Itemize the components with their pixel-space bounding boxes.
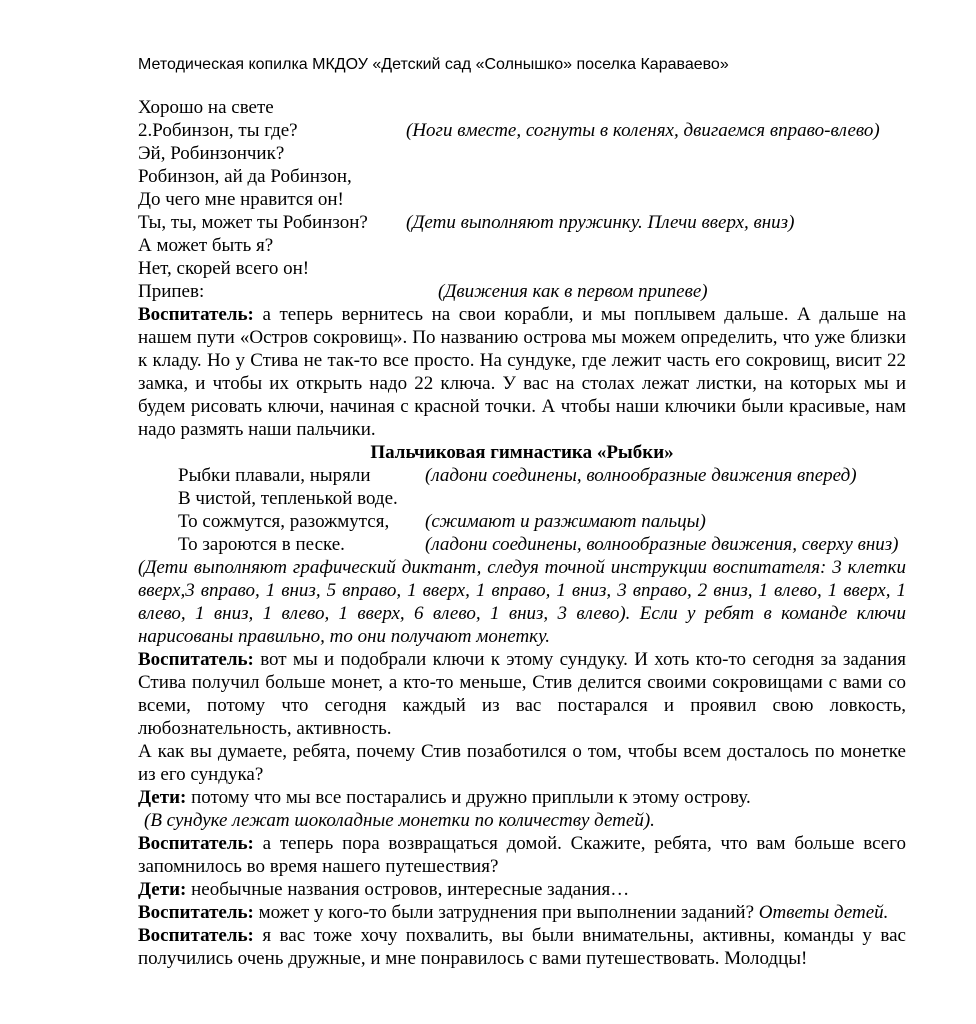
song-line [138,257,906,280]
song-lyric: Припев: [138,281,205,302]
speaker-label-teacher: Воспитатель: [138,902,254,923]
stage-direction: (Движения как в первом припеве) [438,281,708,302]
paragraph-text: может у кого-то были затруднения при выполнении заданий? [253,902,759,923]
dictation-paragraph: (Дети выполняют графический диктант, следуя точной инструкции воспитателя: 3 клетки вверх,3 вправо, 1 вниз, 5 вправо, 1 вверх, 1 вправо, 1 вниз, 3 вправо, 2 вниз, 1 влево, 1 вверх, 1 влево, 1 вниз, 1 влево, 1 вверх, 6 влево, 1 вниз, 3 влево). Если у ребят в команде ключи нарисованы правильно, то они получают монетку. [138,557,906,647]
song-lyric: Робинзон, ай да Робинзон, [138,166,352,187]
song-line [138,280,906,303]
song-lyric: До чего мне нравится он! [138,189,344,210]
stage-direction: (Дети выполняют пружинку. Плечи вверх, вниз) [406,212,795,233]
finger-gym-line [138,510,906,533]
finger-gym-lyric: В чистой, тепленькой воде. [178,488,398,509]
song-line [138,119,906,142]
speaker-label-children: Дети: [138,787,187,808]
children-answer-paragraph [138,786,906,809]
song-line [138,142,906,165]
song-line [138,165,906,188]
speaker-label-teacher: Воспитатель: [138,304,254,325]
speaker-label-teacher: Воспитатель: [138,833,254,854]
stage-direction: (сжимают и разжимают пальцы) [425,511,706,532]
teacher-difficulties-paragraph [138,901,906,924]
paragraph-text: я вас тоже хочу похвалить, вы были внимательны, активны, команды у вас получились очень дружные, и мне понравилось с вами путешествовать. Молодцы! [138,925,906,969]
song-lyric: А может быть я? [138,235,274,256]
song-lyric: Ты, ты, может ты Робинзон? [138,212,368,233]
teacher-home-paragraph [138,832,906,878]
finger-gym-lyric: То сожмутся, разожмутся, [178,511,390,532]
chest-note-paragraph: (В сундуке лежат шоколадные монетки по количеству детей). [144,810,655,831]
stage-direction: (Ноги вместе, согнуты в коленях, двигаемся вправо-влево) [406,120,880,141]
children-memories-paragraph [138,878,906,901]
finger-gym-heading: Пальчиковая гимнастика «Рыбки» [370,442,674,463]
finger-gym-line [138,533,906,556]
song-lyric: Хорошо на свете [138,97,274,118]
teacher-keys-paragraph [138,648,906,740]
song-line [138,96,906,119]
song-line [138,211,906,234]
document-header-title: Методическая копилка МКДОУ «Детский сад «Солнышко» поселка Караваево» [138,56,729,73]
stage-direction: (ладони соединены, волнообразные движения вперед) [425,465,857,486]
song-section [138,96,906,303]
finger-gym-line [138,464,906,487]
paragraph-text: а теперь пора возвращаться домой. Скажите, ребята, что вам больше всего запомнилось во время нашего путешествия? [138,833,906,877]
speaker-label-children: Дети: [138,879,187,900]
teacher-praise-paragraph [138,924,906,970]
song-lyric: 2.Робинзон, ты где? [138,120,298,141]
paragraph-text: необычные названия островов, интересные задания… [186,879,630,900]
song-line [138,188,906,211]
children-answers-note: Ответы детей. [758,902,889,923]
finger-gym-lyric: То зароются в песке. [178,534,345,555]
speaker-label-teacher: Воспитатель: [138,925,254,946]
why-question-paragraph: А как вы думаете, ребята, почему Стив позаботился о том, чтобы всем досталось по монетке из его сундука? [138,741,906,785]
teacher-intro-paragraph [138,303,906,441]
song-lyric: Эй, Робинзончик? [138,143,285,164]
paragraph-text: а теперь вернитесь на свои корабли, и мы поплывем дальше. А дальше на нашем пути «Остров сокровищ». По названию острова мы можем определить, что уже близки к кладу. Но у Стива не так-то все просто. На сундуке, где лежит часть его сокровищ, висит 22 замка, и чтобы их открыть надо 22 ключа. У вас на столах лежат листки, на которых мы и будем рисовать ключи, начиная с красной точки. А чтобы наши ключики были красивые, нам надо размять наши пальчики. [138,304,906,440]
finger-gym-line [138,487,906,510]
song-line [138,234,906,257]
finger-gym-lyric: Рыбки плавали, ныряли [178,465,371,486]
song-lyric: Нет, скорей всего он! [138,258,310,279]
stage-direction: (ладони соединены, волнообразные движения, сверху вниз) [425,534,899,555]
paragraph-text: потому что мы все постарались и дружно приплыли к этому острову. [186,787,751,808]
paragraph-text: вот мы и подобрали ключи к этому сундуку. И хоть кто-то сегодня за задания Стива получил больше монет, а кто-то меньше, Стив делится своими сокровищами с вами со всеми, потому что сегодня каждый из вас постарался и проявил свою ловкость, любознательность, активность. [138,649,906,739]
finger-gym-section [138,464,906,556]
speaker-label-teacher: Воспитатель: [138,649,254,670]
